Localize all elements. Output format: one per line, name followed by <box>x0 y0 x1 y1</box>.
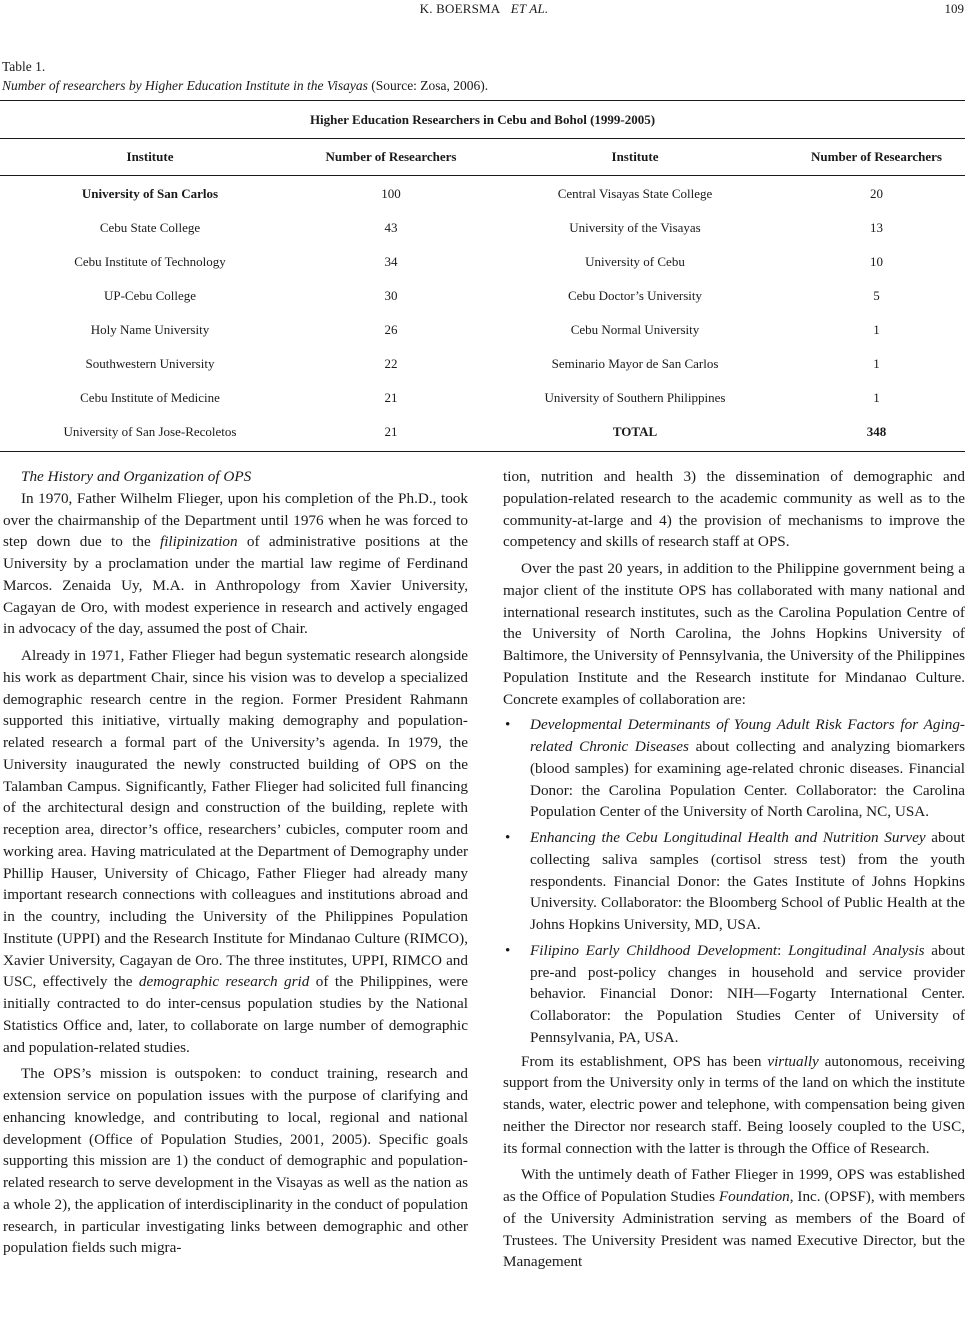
collaboration-list <box>503 714 965 1048</box>
table-cell: 22 <box>384 356 398 371</box>
text-run: of the Philippines, were initially contracted to do inter-census population studies by the National Statistics Office and, later, to collaborate on large number of demographic and population-related studies. <box>3 973 468 1056</box>
table-cell: 1 <box>873 356 880 371</box>
separator: : <box>777 941 789 959</box>
bullet-icon: • <box>505 941 511 959</box>
total-label: TOTAL <box>612 424 658 439</box>
table-cell: 20 <box>870 186 883 201</box>
column-header: Number of Researchers <box>325 149 457 164</box>
table-row <box>0 177 965 211</box>
project-title: Enhancing the Cebu Longitudinal Health and Nutrition Survey <box>530 829 926 846</box>
running-head-authors <box>0 1 968 17</box>
table-cell: 21 <box>384 390 398 405</box>
table-cell: 5 <box>873 288 880 303</box>
table-row-total <box>0 415 965 449</box>
table-cell: University of Southern Philippines <box>544 390 726 405</box>
column-header: Institute <box>126 149 174 164</box>
table-cell: Cebu Normal University <box>570 322 700 337</box>
project-title: Developmental Determinants of Young Adult Risk Factors for Aging-related Chronic Diseases <box>530 716 965 755</box>
total-value: 348 <box>866 424 887 439</box>
table-cell: 21 <box>384 424 398 439</box>
table-cell: University of Cebu <box>585 254 685 269</box>
project-description: about collecting saliva samples (cortisol stress test) from the youth respondents. Financial Donor: the Gates Institute of Johns Hopkins University. Collaborator: the Bloomberg School of Public Health at the Johns Hopkins University, MD, USA. <box>530 829 966 933</box>
paragraph <box>503 1051 965 1160</box>
italic-term: filipinization <box>159 533 238 551</box>
bullet-icon: • <box>505 716 511 734</box>
text-run: autonomous, receiving support from the University only in terms of the land on which the institute stands, water, electric power and telephone, with compensation being given neither the Director nor research staff. Being loosely coupled to the USC, its formal connection with the latter is through the Office of Research. <box>503 1052 965 1157</box>
table-cell: Central Visayas State College <box>557 186 713 201</box>
table-cell: 30 <box>384 288 398 303</box>
researchers-table <box>0 100 965 452</box>
table-body <box>0 176 965 449</box>
text-run: Already in 1971, Father Flieger had begun systematic research alongside his work as department Chair, since his vision was to develop a specialized demographic research centre in the region. Former President Rahmann supported this initiative, virtually making demography and population-related research a formal part of the University’s agenda. In 1979, the University inaugurated the newly constructed building of OPS on the Talamban Campus. Significantly, Father Flieger had solicited full financing of the architectural design and construction of the building, replete with reception area, director’s office, researchers’ cubicles, computer room and working area. Having matriculated at the Department of Demography under Phillip Hauser, University of Chicago, Father Flieger had already many important research connections with colleagues and institutions abroad and in the country, including the University of the Philippines Population Institute (UPPI) and the Research Institute for Mindanao Culture (RIMCO), Xavier University, Cagayan de Oro. The three institutes, UPPI, RIMCO and USC, effectively the <box>3 647 468 991</box>
table-row <box>0 347 965 381</box>
table-caption-text <box>2 76 488 95</box>
table-cell: 100 <box>381 186 401 201</box>
text-run: , Inc. (OPSF), with members of the University Administration serving as members of the Board of Trustees. The University President was named Executive Director, but the Management <box>503 1188 965 1271</box>
paragraph: Over the past 20 years, in addition to the Philippine government being a major client of the institute OPS has collaborated with many national and international research institutes, such as the Carolina Population Centre of the University of North Carolina, the Johns Hopkins University of Baltimore, the University of Pennsylvania, the University of the Philippines Population Institute and the Research institute for Mindanao Culture. Concrete examples of collaboration are: <box>503 560 965 708</box>
table-cell: UP-Cebu College <box>103 288 197 303</box>
table-cell: Cebu State College <box>99 220 201 235</box>
table-cell: Holy Name University <box>90 322 210 337</box>
table-cell: 43 <box>384 220 398 235</box>
table-bottom-rule <box>0 451 965 452</box>
table-cell: 1 <box>873 390 880 405</box>
authors-etal: ET AL. <box>510 1 549 16</box>
italic-term: virtually <box>767 1052 819 1070</box>
column-header: Institute <box>611 149 659 164</box>
project-title: Filipino Early Childhood Development <box>530 941 778 959</box>
paragraph <box>503 1164 965 1273</box>
bullet-icon: • <box>505 829 511 846</box>
table-cell: University of San Jose-Recoletos <box>63 424 237 439</box>
paragraph: The OPS’s mission is outspoken: to conduct training, research and extension service on population issues with the purpose of clarifying and enhancing knowledge, and contributing to local, regional and national development (Office of Population Studies, 2001, 2005). Specific goals supporting this mission are 1) the conduct of demographic and population-related research to serve development in the Visayas as well as the nation as a whole 2), the application of interdisciplinarity in the conduct of population research, in particular investigating links between demographic and other population fields such migra- <box>3 1065 468 1257</box>
page-number: 109 <box>944 1 964 16</box>
table-row <box>0 381 965 415</box>
right-column <box>503 466 965 1273</box>
text-run: of administrative positions at the University by a proclamation under the martial law regime of Ferdinand Marcos. Zenaida Uy, M.A. in Anthropology from Xavier University, Cagayan de Oro, with modest experience in research and actively engaged in advocacy of the day, assumed the post of Chair. <box>3 533 468 638</box>
table-row <box>0 313 965 347</box>
paragraph: tion, nutrition and health 3) the dissemination of demographic and population-related research to the academic community as well as to the community-at-large and 4) the provision of mechanisms to improve the competency and skills of research staff at OPS. <box>503 468 965 551</box>
table-caption <box>2 57 488 95</box>
authors-name: K. BOERSMA <box>419 1 501 16</box>
section-title: The History and Organization of OPS <box>21 468 252 485</box>
table-row <box>0 279 965 313</box>
running-head <box>0 0 968 20</box>
table-cell: Cebu Institute of Medicine <box>80 390 220 405</box>
table-cell: Seminario Mayor de San Carlos <box>551 356 719 371</box>
table-cell: University of San Carlos <box>81 186 219 201</box>
table-title: Higher Education Researchers in Cebu and Bohol (1999-2005) <box>309 112 656 127</box>
project-description: about pre-and post-policy changes in household and service provider behavior. Financial Donor: NIH—Fogarty International Center. Collaborator: the Population Studies Center of University of Pennsylvania, PA, USA. <box>530 941 965 1046</box>
table-cell: Southwestern University <box>85 356 215 371</box>
table-cell: 1 <box>873 322 880 337</box>
table-header-row <box>0 139 965 175</box>
table-row <box>0 245 965 279</box>
project-subtitle: Longitudinal Analysis <box>788 941 925 959</box>
paragraph <box>3 645 468 1058</box>
italic-term: demographic research grid <box>138 973 310 991</box>
italic-term: Foundation <box>718 1188 790 1205</box>
table-cell: Cebu Institute of Technology <box>74 254 226 269</box>
text-run: In 1970, Father Wilhelm Flieger, upon his completion of the Ph.D., took over the chairmanship of the Department until 1976 when he was forced to step down due to the <box>3 489 468 551</box>
list-item <box>503 714 965 823</box>
caption-italic: Number of researchers by Higher Education Institute in the Visayas <box>2 78 368 93</box>
paragraph <box>3 488 468 640</box>
table-cell: 13 <box>870 220 883 235</box>
left-column <box>3 466 468 1259</box>
text-run: From its establishment, OPS has been <box>521 1052 768 1070</box>
table-row <box>0 211 965 245</box>
column-header: Number of Researchers <box>811 149 942 164</box>
text-run: With the untimely death of Father Flieger in 1999, OPS was established as the Office of Population Studies <box>503 1166 965 1205</box>
table-cell: 10 <box>870 254 883 269</box>
table-cell: 34 <box>384 254 398 269</box>
caption-source: (Source: Zosa, 2006). <box>367 78 489 93</box>
list-item <box>503 940 965 1049</box>
list-item <box>503 827 965 936</box>
table-label: Table 1. <box>2 59 46 74</box>
project-description: about collecting and analyzing biomarkers (blood samples) for examining age-related chronic diseases. Financial Donor: the Carolina Population Center. Collaborator: the Carolina Population Center of the University of North Carolina, NC, USA. <box>530 738 965 821</box>
table-cell: University of the Visayas <box>569 220 701 235</box>
table-cell: Cebu Doctor’s University <box>567 288 703 303</box>
table-cell: 26 <box>384 322 398 337</box>
